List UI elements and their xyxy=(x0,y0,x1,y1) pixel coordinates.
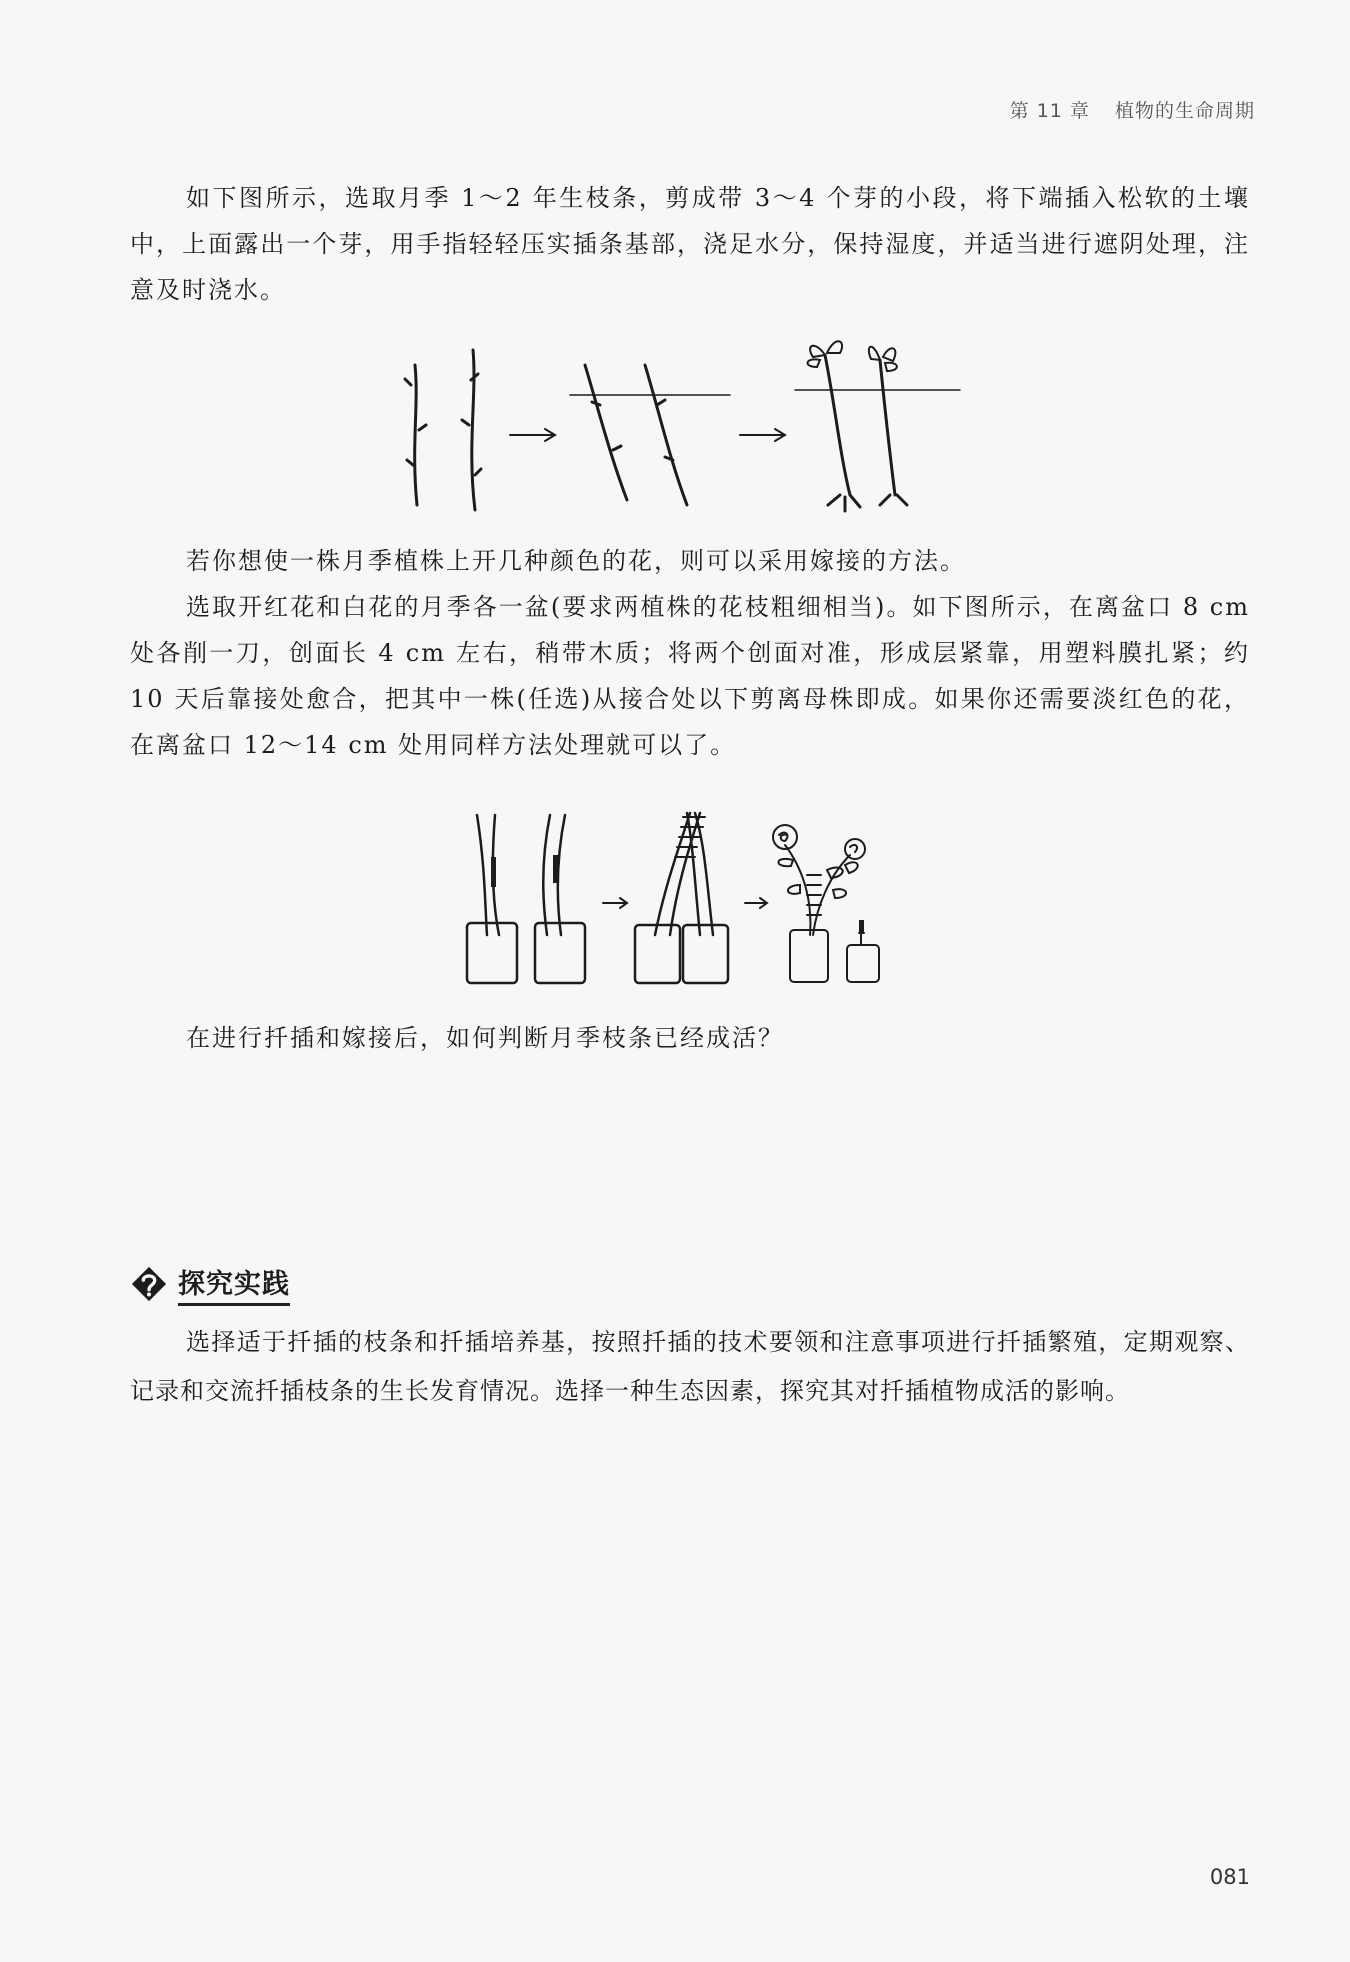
question-leaf-icon xyxy=(130,1265,168,1303)
page-number: 081 xyxy=(1209,1865,1250,1889)
arrow-1 xyxy=(510,429,555,441)
grafted-flowering-plant xyxy=(773,825,879,982)
pot-pair-initial xyxy=(467,815,585,983)
inquiry-practice-text: 选择适于扦插的枝条和扦插培养基，按照扦插的技术要领和注意事项进行扦插繁殖，定期观察、记录和交流扦插枝条的生长发育情况。选择一种生态因素，探究其对扦插植物成活的影响。 xyxy=(130,1328,1250,1405)
grafting-intro: 若你想使一株月季植株上开几种颜色的花，则可以采用嫁接的方法。 xyxy=(186,547,966,575)
stem-pair-planted xyxy=(585,365,687,505)
page-header xyxy=(1010,96,1255,123)
arrow-4 xyxy=(745,898,767,908)
arrow-3 xyxy=(603,898,627,908)
stem-pair-cut xyxy=(405,350,481,510)
pot-pair-joined xyxy=(635,813,728,983)
grafting-steps: 选取开红花和白花的月季各一盆(要求两植株的花枝粗细相当)。如下图所示，在离盆口 8 cm 处各削一刀，创面长 4 cm 左右，稍带木质；将两个创面对准，形成层紧靠，用塑料膜扎紧；约 10 天后靠接处愈合，把其中一株(任选)从接合处以下剪离母株即成。如果你还需要淡红色的花，在离盆口 12～14 cm 处用同样方法处理就可以了。 xyxy=(130,593,1250,759)
stem-pair-sprouted xyxy=(825,355,907,511)
grafting-illustration xyxy=(455,805,905,990)
cutting-illustration xyxy=(395,335,965,525)
inquiry-practice-heading xyxy=(130,1262,290,1306)
cutting-paragraph: 如下图所示，选取月季 1～2 年生枝条，剪成带 3～4 个芽的小段，将下端插入松软的土壤中，上面露出一个芽，用手指轻轻压实插条基部，浇足水分，保持湿度，并适当进行遮阴处理，注意及时浇水。 xyxy=(130,184,1250,304)
section-title: 探究实践 xyxy=(178,1262,290,1306)
sprout-leaves xyxy=(808,341,897,371)
arrow-2 xyxy=(740,429,785,441)
question-text: 在进行扦插和嫁接后，如何判断月季枝条已经成活？ xyxy=(186,1024,784,1052)
chapter-number: 第 11 章 xyxy=(1009,100,1090,122)
chapter-title: 植物的生命周期 xyxy=(1114,100,1255,122)
